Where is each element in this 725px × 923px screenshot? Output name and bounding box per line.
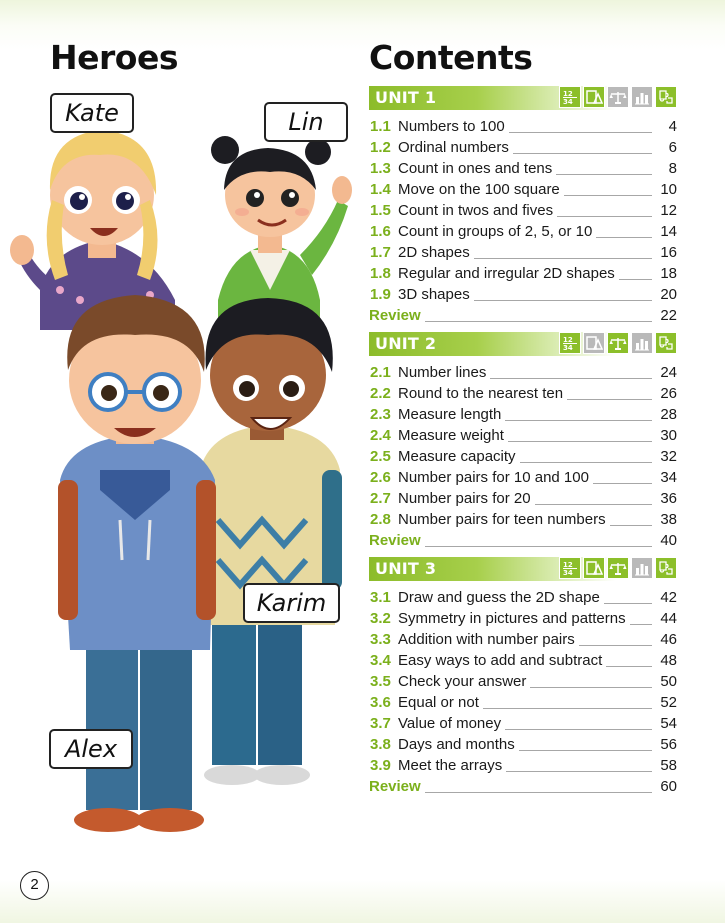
lesson-number: 2.3	[370, 406, 391, 423]
lesson-title: Number lines	[398, 364, 487, 381]
lesson-entry[interactable]	[369, 465, 677, 486]
shapes-icon	[583, 86, 605, 108]
svg-text:34: 34	[563, 344, 573, 352]
unit-spacer	[369, 549, 677, 557]
dot-leader	[513, 153, 652, 154]
balance-icon	[607, 332, 629, 354]
dot-leader	[425, 321, 652, 322]
lesson-title: Meet the arrays	[398, 757, 503, 774]
lesson-title: Count in twos and fives	[398, 202, 554, 219]
contents-heading: Contents	[369, 38, 533, 77]
lesson-entry[interactable]	[369, 444, 677, 465]
lesson-number: 2.1	[370, 364, 391, 381]
lesson-number: 2.2	[370, 385, 391, 402]
lesson-page: 16	[660, 244, 677, 261]
dot-leader	[630, 624, 652, 625]
lesson-page: 26	[660, 385, 677, 402]
svg-text:12: 12	[563, 561, 573, 569]
balance-icon	[607, 86, 629, 108]
lesson-entry[interactable]	[369, 606, 677, 627]
dot-leader	[556, 174, 652, 175]
dot-leader	[567, 399, 652, 400]
dot-leader	[483, 708, 652, 709]
unit-spacer	[369, 324, 677, 332]
review-page: 60	[660, 778, 677, 795]
dot-leader	[530, 687, 652, 688]
unit-title: UNIT 1	[375, 88, 437, 107]
lesson-page: 32	[660, 448, 677, 465]
dot-leader	[604, 603, 652, 604]
review-entry[interactable]	[369, 303, 677, 324]
lesson-entry[interactable]	[369, 711, 677, 732]
unit-strand-icons	[559, 557, 677, 579]
review-title: Review	[369, 307, 421, 324]
lesson-entry[interactable]	[369, 402, 677, 423]
lesson-page: 20	[660, 286, 677, 303]
lesson-entry[interactable]	[369, 360, 677, 381]
lesson-number: 3.3	[370, 631, 391, 648]
bar-chart-icon	[631, 86, 653, 108]
lesson-number: 2.8	[370, 511, 391, 528]
dot-leader	[606, 666, 652, 667]
lesson-entry[interactable]	[369, 282, 677, 303]
lesson-title: Measure length	[398, 406, 502, 423]
lesson-page: 42	[660, 589, 677, 606]
lesson-page: 8	[668, 160, 677, 177]
dot-leader	[596, 237, 652, 238]
unit-title: UNIT 2	[375, 334, 437, 353]
dot-leader	[505, 420, 652, 421]
lesson-title: Round to the nearest ten	[398, 385, 564, 402]
dot-leader	[610, 525, 652, 526]
dot-leader	[425, 546, 652, 547]
unit-header	[369, 332, 677, 356]
lesson-entry[interactable]	[369, 486, 677, 507]
lesson-entry[interactable]	[369, 648, 677, 669]
review-page: 22	[660, 307, 677, 324]
name-tag-alex: Alex	[49, 729, 133, 769]
karim-figure	[200, 298, 342, 785]
lesson-entry[interactable]	[369, 423, 677, 444]
lesson-title: Value of money	[398, 715, 502, 732]
lesson-number: 3.9	[370, 757, 391, 774]
lesson-number: 1.7	[370, 244, 391, 261]
unit-strand-icons	[559, 332, 677, 354]
lesson-number: 2.7	[370, 490, 391, 507]
lesson-number: 2.5	[370, 448, 391, 465]
lesson-entry[interactable]	[369, 507, 677, 528]
lesson-number: 1.1	[370, 118, 391, 135]
lesson-page: 14	[660, 223, 677, 240]
lesson-entry[interactable]	[369, 198, 677, 219]
dot-leader	[505, 729, 652, 730]
lesson-entry[interactable]	[369, 627, 677, 648]
lesson-entry[interactable]	[369, 381, 677, 402]
lesson-number: 3.6	[370, 694, 391, 711]
bar-chart-icon	[631, 332, 653, 354]
lesson-title: Number pairs for 10 and 100	[398, 469, 589, 486]
lesson-entry[interactable]	[369, 261, 677, 282]
lesson-number: 1.3	[370, 160, 391, 177]
lesson-entry[interactable]	[369, 240, 677, 261]
lesson-page: 52	[660, 694, 677, 711]
lesson-entry[interactable]	[369, 219, 677, 240]
lesson-page: 18	[660, 265, 677, 282]
lesson-title: Equal or not	[398, 694, 479, 711]
lesson-page: 24	[660, 364, 677, 381]
name-tag-kate: Kate	[50, 93, 134, 133]
lesson-page: 38	[660, 511, 677, 528]
unit-section	[369, 86, 677, 324]
balance-icon	[607, 557, 629, 579]
lesson-page: 6	[668, 139, 677, 156]
lesson-title: Measure weight	[398, 427, 504, 444]
unit-section	[369, 557, 677, 795]
lesson-title: Ordinal numbers	[398, 139, 509, 156]
lesson-number: 3.5	[370, 673, 391, 690]
lesson-entry[interactable]	[369, 177, 677, 198]
unit-header	[369, 86, 677, 110]
shapes-icon	[583, 557, 605, 579]
numbers-icon	[559, 332, 581, 354]
lesson-title: Regular and irregular 2D shapes	[398, 265, 615, 282]
page-number: 2	[20, 871, 49, 900]
puzzle-icon	[655, 332, 677, 354]
lesson-page: 58	[660, 757, 677, 774]
svg-text:12: 12	[563, 336, 573, 344]
lesson-entry[interactable]	[369, 690, 677, 711]
lesson-page: 54	[660, 715, 677, 732]
lesson-title: Move on the 100 square	[398, 181, 560, 198]
lesson-title: Number pairs for teen numbers	[398, 511, 606, 528]
lesson-page: 50	[660, 673, 677, 690]
svg-text:34: 34	[563, 98, 573, 106]
unit-title: UNIT 3	[375, 559, 437, 578]
svg-text:12: 12	[563, 90, 573, 98]
dot-leader	[619, 279, 652, 280]
dot-leader	[425, 792, 652, 793]
dot-leader	[535, 504, 652, 505]
lesson-title: Addition with number pairs	[398, 631, 575, 648]
lesson-page: 12	[660, 202, 677, 219]
lesson-title: Check your answer	[398, 673, 527, 690]
dot-leader	[564, 195, 652, 196]
lesson-title: Count in groups of 2, 5, or 10	[398, 223, 593, 240]
lesson-title: Number pairs for 20	[398, 490, 531, 507]
lesson-number: 2.6	[370, 469, 391, 486]
review-page: 40	[660, 532, 677, 549]
lesson-entry[interactable]	[369, 135, 677, 156]
dot-leader	[474, 300, 652, 301]
heroes-heading: Heroes	[50, 38, 178, 77]
lesson-entry[interactable]	[369, 732, 677, 753]
dot-leader	[519, 750, 652, 751]
lesson-entry[interactable]	[369, 114, 677, 135]
lesson-page: 4	[668, 118, 677, 135]
dot-leader	[557, 216, 652, 217]
lesson-entry[interactable]	[369, 669, 677, 690]
lesson-number: 1.6	[370, 223, 391, 240]
unit-section	[369, 332, 677, 549]
name-tag-karim: Karim	[243, 583, 340, 623]
lesson-page: 46	[660, 631, 677, 648]
lesson-number: 2.4	[370, 427, 391, 444]
lesson-title: Days and months	[398, 736, 515, 753]
dot-leader	[490, 378, 652, 379]
lesson-page: 36	[660, 490, 677, 507]
lesson-number: 1.8	[370, 265, 391, 282]
numbers-icon	[559, 557, 581, 579]
lesson-number: 3.4	[370, 652, 391, 669]
lesson-title: Count in ones and tens	[398, 160, 553, 177]
dot-leader	[520, 462, 652, 463]
shapes-icon	[583, 332, 605, 354]
lesson-page: 44	[660, 610, 677, 627]
dot-leader	[579, 645, 652, 646]
bar-chart-icon	[631, 557, 653, 579]
svg-text:34: 34	[563, 569, 573, 577]
lesson-title: Symmetry in pictures and patterns	[398, 610, 626, 627]
lesson-page: 48	[660, 652, 677, 669]
lesson-page: 28	[660, 406, 677, 423]
name-tag-lin: Lin	[264, 102, 348, 142]
lesson-number: 3.1	[370, 589, 391, 606]
lesson-title: Draw and guess the 2D shape	[398, 589, 600, 606]
lesson-number: 3.2	[370, 610, 391, 627]
lesson-number: 3.7	[370, 715, 391, 732]
lesson-entry[interactable]	[369, 753, 677, 774]
dot-leader	[506, 771, 652, 772]
dot-leader	[508, 441, 652, 442]
lesson-page: 10	[660, 181, 677, 198]
lesson-title: Numbers to 100	[398, 118, 505, 135]
lesson-number: 3.8	[370, 736, 391, 753]
dot-leader	[474, 258, 652, 259]
lesson-number: 1.2	[370, 139, 391, 156]
numbers-icon	[559, 86, 581, 108]
lesson-page: 34	[660, 469, 677, 486]
review-entry[interactable]	[369, 774, 677, 795]
puzzle-icon	[655, 86, 677, 108]
review-title: Review	[369, 778, 421, 795]
unit-strand-icons	[559, 86, 677, 108]
lesson-page: 30	[660, 427, 677, 444]
heroes-illustration	[0, 85, 360, 855]
dot-leader	[509, 132, 652, 133]
lesson-title: 3D shapes	[398, 286, 470, 303]
lesson-entry[interactable]	[369, 585, 677, 606]
lesson-page: 56	[660, 736, 677, 753]
lesson-title: Easy ways to add and subtract	[398, 652, 603, 669]
puzzle-icon	[655, 557, 677, 579]
lesson-number: 1.4	[370, 181, 391, 198]
lesson-number: 1.5	[370, 202, 391, 219]
unit-header	[369, 557, 677, 581]
review-entry[interactable]	[369, 528, 677, 549]
lesson-number: 1.9	[370, 286, 391, 303]
lesson-entry[interactable]	[369, 156, 677, 177]
lesson-title: 2D shapes	[398, 244, 470, 261]
table-of-contents	[369, 86, 677, 795]
dot-leader	[593, 483, 652, 484]
review-title: Review	[369, 532, 421, 549]
lesson-title: Measure capacity	[398, 448, 516, 465]
